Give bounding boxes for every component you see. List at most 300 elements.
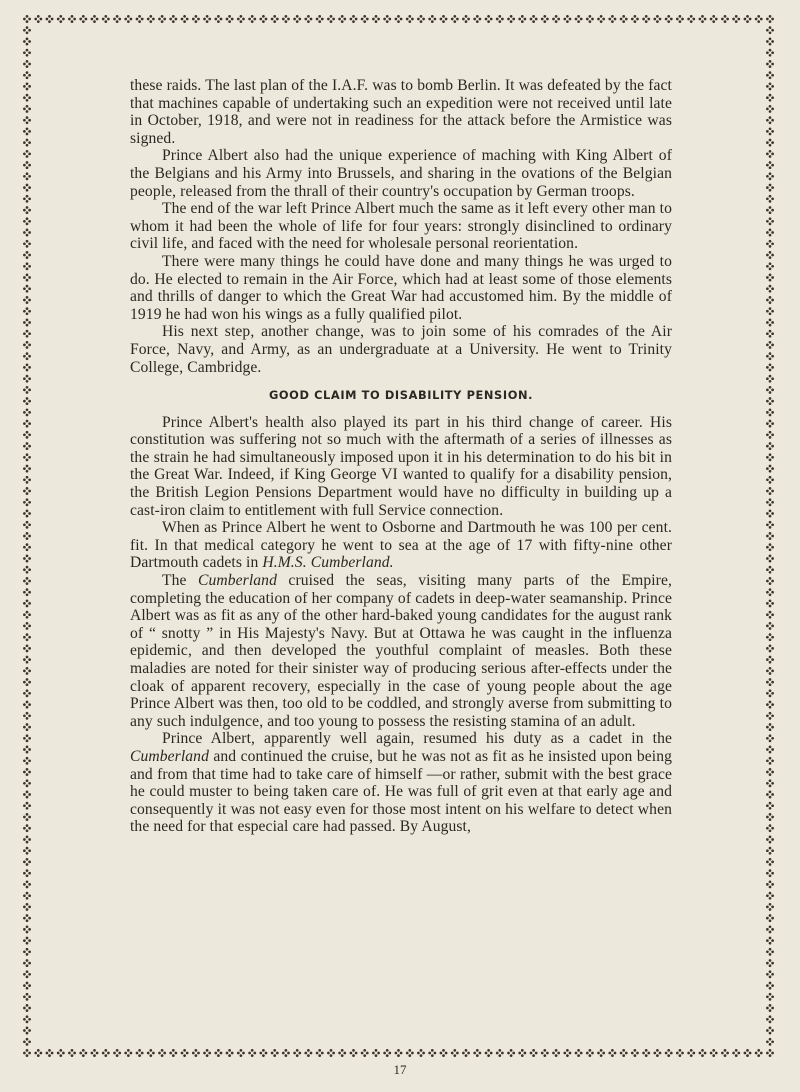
border-ornament-icon — [316, 1049, 324, 1057]
border-ornament-icon — [766, 622, 774, 630]
border-ornament-icon — [597, 15, 605, 23]
border-ornament-icon — [766, 296, 774, 304]
border-ornament-icon — [361, 15, 369, 23]
border-ornament-icon — [620, 1049, 628, 1057]
border-ornament-icon — [642, 15, 650, 23]
border-ornament-icon — [226, 15, 234, 23]
border-ornament-icon — [608, 15, 616, 23]
border-ornament-icon — [530, 15, 538, 23]
border-ornament-icon — [169, 1049, 177, 1057]
border-ornament-icon — [147, 15, 155, 23]
border-ornament-icon — [23, 656, 31, 664]
border-ornament-icon — [23, 15, 31, 23]
border-ornament-icon — [23, 510, 31, 518]
border-ornament-icon — [766, 38, 774, 46]
border-ornament-icon — [259, 15, 267, 23]
border-ornament-icon — [203, 15, 211, 23]
border-ornament-icon — [136, 1049, 144, 1057]
border-ornament-icon — [699, 1049, 707, 1057]
border-ornament-icon — [665, 1049, 673, 1057]
border-ornament-icon — [766, 656, 774, 664]
border-ornament-icon — [102, 1049, 110, 1057]
border-ornament-icon — [428, 1049, 436, 1057]
border-ornament-icon — [304, 1049, 312, 1057]
border-ornament-icon — [169, 15, 177, 23]
border-ornament-icon — [23, 813, 31, 821]
border-ornament-icon — [766, 1049, 774, 1057]
border-ornament-icon — [34, 15, 42, 23]
border-ornament-icon — [23, 420, 31, 428]
border-ornament-icon — [766, 993, 774, 1001]
border-ornament-icon — [766, 847, 774, 855]
border-ornament-icon — [766, 476, 774, 484]
border-ornament-icon — [766, 71, 774, 79]
border-ornament-icon — [271, 15, 279, 23]
border-ornament-icon — [282, 1049, 290, 1057]
border-ornament-icon — [496, 1049, 504, 1057]
border-ornament-icon — [23, 633, 31, 641]
border-ornament-icon — [766, 217, 774, 225]
border-ornament-icon — [23, 184, 31, 192]
border-ornament-icon — [57, 1049, 65, 1057]
ship-name: H.M.S. Cumberland. — [262, 554, 394, 572]
border-ornament-icon — [530, 1049, 538, 1057]
border-ornament-icon — [23, 397, 31, 405]
border-ornament-icon — [766, 521, 774, 529]
border-ornament-icon — [766, 251, 774, 259]
border-ornament-icon — [158, 15, 166, 23]
border-ornament-icon — [485, 1049, 493, 1057]
border-ornament-icon — [327, 1049, 335, 1057]
border-ornament-icon — [293, 15, 301, 23]
border-ornament-icon — [248, 1049, 256, 1057]
border-ornament-icon — [293, 1049, 301, 1057]
paragraph-8 — [130, 572, 672, 730]
border-ornament-icon — [766, 262, 774, 270]
border-ornament-icon — [766, 94, 774, 102]
border-ornament-icon — [23, 49, 31, 57]
border-ornament-icon — [766, 712, 774, 720]
border-ornament-icon — [575, 15, 583, 23]
paragraph-9-text: and continued the cruise, but he was not as fit as he insisted upon being and from that time had to take care of himself —or rather, submit with the best grace he could muster to being taken care of. He was full of grit even at that early age and consequently it was not easy even for those most intent on his welfare to detect when the need for that especial care had passed. By August, — [130, 747, 672, 836]
border-ornament-icon — [766, 689, 774, 697]
border-ornament-icon — [766, 588, 774, 596]
border-ornament-icon — [766, 723, 774, 731]
border-ornament-icon — [23, 779, 31, 787]
border-ornament-icon — [766, 644, 774, 652]
border-ornament-icon — [766, 779, 774, 787]
border-ornament-icon — [496, 15, 504, 23]
border-ornament-icon — [23, 453, 31, 461]
border-ornament-icon — [23, 802, 31, 810]
border-ornament-icon — [23, 667, 31, 675]
border-ornament-icon — [23, 341, 31, 349]
border-ornament-icon — [766, 161, 774, 169]
border-ornament-icon — [136, 15, 144, 23]
border-ornament-icon — [766, 105, 774, 113]
paragraph-3: The end of the war left Prince Albert much the same as it left every other man to whom it had been the whole of life for four years: strongly disinclined to ordinary civil life, and faced with the need for wholesale personal reorientation. — [130, 200, 672, 253]
border-ornament-icon — [248, 15, 256, 23]
border-ornament-icon — [462, 15, 470, 23]
border-ornament-icon — [23, 543, 31, 551]
paragraph-7 — [130, 519, 672, 572]
border-ornament-icon — [766, 431, 774, 439]
border-ornament-icon — [766, 487, 774, 495]
paragraph-9-lead: Prince Albert, apparently well again, resumed his duty as a cadet in the — [162, 730, 672, 748]
border-ornament-icon — [214, 15, 222, 23]
border-ornament-icon — [428, 15, 436, 23]
border-ornament-icon — [102, 15, 110, 23]
border-ornament-icon — [361, 1049, 369, 1057]
border-ornament-icon — [541, 1049, 549, 1057]
border-ornament-icon — [23, 319, 31, 327]
border-ornament-icon — [485, 15, 493, 23]
border-ornament-icon — [23, 892, 31, 900]
border-ornament-icon — [23, 60, 31, 68]
border-ornament-icon — [23, 195, 31, 203]
border-ornament-icon — [23, 712, 31, 720]
border-ornament-icon — [23, 465, 31, 473]
border-ornament-icon — [766, 82, 774, 90]
border-ornament-icon — [755, 15, 763, 23]
border-ornament-icon — [766, 363, 774, 371]
border-ornament-icon — [23, 1015, 31, 1023]
border-ornament-icon — [766, 375, 774, 383]
border-ornament-icon — [181, 15, 189, 23]
border-ornament-icon — [440, 1049, 448, 1057]
border-ornament-icon — [744, 1049, 752, 1057]
border-ornament-icon — [23, 1004, 31, 1012]
border-ornament-icon — [350, 1049, 358, 1057]
border-ornament-icon — [23, 206, 31, 214]
border-ornament-icon — [192, 1049, 200, 1057]
border-ornament-icon — [91, 15, 99, 23]
border-ornament-icon — [766, 813, 774, 821]
ship-name: Cumberland — [198, 572, 277, 590]
paragraph-7-text: When as Prince Albert he went to Osborne and Dartmouth he was 100 per cent. fit. In that medical category he went to sea at the age of 17 with fifty-nine other Dartmouth cadets in — [130, 519, 672, 572]
border-ornament-icon — [766, 307, 774, 315]
border-ornament-icon — [766, 49, 774, 57]
border-ornament-icon — [699, 15, 707, 23]
border-ornament-icon — [563, 15, 571, 23]
border-ornament-icon — [383, 1049, 391, 1057]
border-ornament-icon — [766, 701, 774, 709]
border-ornament-icon — [23, 757, 31, 765]
border-ornament-icon — [766, 824, 774, 832]
border-ornament-icon — [226, 1049, 234, 1057]
page-number: 17 — [393, 1062, 407, 1077]
border-ornament-icon — [631, 1049, 639, 1057]
border-ornament-icon — [766, 510, 774, 518]
border-ornament-icon — [23, 532, 31, 540]
border-ornament-icon — [23, 105, 31, 113]
border-ornament-icon — [23, 251, 31, 259]
border-ornament-icon — [34, 1049, 42, 1057]
border-ornament-icon — [181, 1049, 189, 1057]
border-ornament-icon — [766, 453, 774, 461]
border-ornament-icon — [766, 206, 774, 214]
border-ornament-icon — [124, 1049, 132, 1057]
border-ornament-icon — [383, 15, 391, 23]
border-ornament-icon — [57, 15, 65, 23]
border-ornament-icon — [766, 498, 774, 506]
border-ornament-icon — [23, 26, 31, 34]
border-ornament-icon — [46, 15, 54, 23]
border-ornament-icon — [23, 116, 31, 124]
border-ornament-icon — [23, 82, 31, 90]
border-ornament-icon — [440, 15, 448, 23]
border-ornament-icon — [766, 330, 774, 338]
border-ornament-icon — [766, 914, 774, 922]
border-ornament-icon — [766, 139, 774, 147]
border-ornament-icon — [766, 982, 774, 990]
border-ornament-icon — [766, 184, 774, 192]
border-ornament-icon — [665, 15, 673, 23]
border-ornament-icon — [417, 1049, 425, 1057]
border-ornament-icon — [766, 869, 774, 877]
border-ornament-icon — [406, 1049, 414, 1057]
border-ornament-icon — [23, 622, 31, 630]
border-ornament-icon — [23, 307, 31, 315]
border-ornament-icon — [766, 172, 774, 180]
border-ornament-icon — [23, 903, 31, 911]
border-ornament-icon — [766, 577, 774, 585]
border-ornament-icon — [766, 465, 774, 473]
paragraph-5: His next step, another change, was to join some of his comrades of the Air Force, Navy, and Army, as an undergraduate at a University. He went to Trinity College, Cambridge. — [130, 323, 672, 376]
paragraph-9 — [130, 730, 672, 836]
border-ornament-icon — [518, 15, 526, 23]
border-ornament-icon — [766, 633, 774, 641]
border-ornament-icon — [23, 71, 31, 79]
border-ornament-icon — [687, 15, 695, 23]
border-ornament-icon — [23, 982, 31, 990]
border-ornament-icon — [304, 15, 312, 23]
border-ornament-icon — [23, 768, 31, 776]
border-ornament-icon — [23, 1049, 31, 1057]
border-ornament-icon — [23, 880, 31, 888]
border-ornament-icon — [766, 26, 774, 34]
border-ornament-icon — [766, 319, 774, 327]
border-ornament-icon — [766, 116, 774, 124]
border-ornament-icon — [68, 1049, 76, 1057]
border-ornament-icon — [271, 1049, 279, 1057]
border-ornament-icon — [766, 285, 774, 293]
border-ornament-icon — [395, 15, 403, 23]
border-ornament-icon — [23, 993, 31, 1001]
border-ornament-icon — [766, 352, 774, 360]
border-ornament-icon — [563, 1049, 571, 1057]
border-ornament-icon — [766, 274, 774, 282]
paragraph-6: Prince Albert's health also played its part in his third change of career. His constitution was suffering not so much with the aftermath of a series of illnesses as the strain he had simultaneously imposed upon it in his determination to do his bit in the Great War. Indeed, if King George VI wanted to qualify for a disability pension, the British Legion Pensions Department would have no difficulty in building up a cast-iron claim to entitlement with full Service connection. — [130, 413, 672, 519]
border-ornament-icon — [766, 555, 774, 563]
section-heading: GOOD CLAIM TO DISABILITY PENSION. — [268, 388, 534, 403]
border-ornament-icon — [755, 1049, 763, 1057]
border-ornament-icon — [23, 363, 31, 371]
border-ornament-icon — [766, 15, 774, 23]
border-ornament-icon — [23, 824, 31, 832]
border-ornament-icon — [46, 1049, 54, 1057]
border-ornament-icon — [766, 442, 774, 450]
border-ornament-icon — [653, 15, 661, 23]
border-ornament-icon — [23, 869, 31, 877]
border-ornament-icon — [23, 858, 31, 866]
border-ornament-icon — [766, 836, 774, 844]
border-ornament-icon — [23, 94, 31, 102]
paragraph-2: Prince Albert also had the unique experience of maching with King Albert of the Belgians and his Army into Brussels, and sharing in the ovations of the Belgian people, released from the thrall of their country's occupation by German troops. — [130, 147, 672, 200]
border-ornament-icon — [23, 498, 31, 506]
border-ornament-icon — [79, 15, 87, 23]
border-ornament-icon — [766, 678, 774, 686]
border-ornament-icon — [23, 161, 31, 169]
border-ornament-icon — [68, 15, 76, 23]
border-ornament-icon — [113, 1049, 121, 1057]
border-ornament-icon — [23, 746, 31, 754]
border-ornament-icon — [766, 948, 774, 956]
border-ornament-icon — [473, 15, 481, 23]
border-ornament-icon — [91, 1049, 99, 1057]
border-ornament-icon — [710, 15, 718, 23]
border-ornament-icon — [732, 15, 740, 23]
border-ornament-icon — [372, 1049, 380, 1057]
border-ornament-icon — [541, 15, 549, 23]
border-ornament-icon — [23, 555, 31, 563]
border-ornament-icon — [147, 1049, 155, 1057]
border-ornament-icon — [23, 274, 31, 282]
border-ornament-icon — [23, 566, 31, 574]
border-ornament-icon — [23, 127, 31, 135]
border-ornament-icon — [23, 914, 31, 922]
border-ornament-icon — [23, 937, 31, 945]
border-ornament-icon — [608, 1049, 616, 1057]
border-ornament-icon — [766, 420, 774, 428]
border-ornament-icon — [518, 1049, 526, 1057]
border-ornament-icon — [766, 599, 774, 607]
border-ornament-icon — [23, 644, 31, 652]
article-body — [130, 77, 672, 836]
border-ornament-icon — [338, 15, 346, 23]
border-ornament-icon — [732, 1049, 740, 1057]
border-ornament-icon — [575, 1049, 583, 1057]
border-ornament-icon — [766, 543, 774, 551]
border-ornament-icon — [350, 15, 358, 23]
border-ornament-icon — [23, 217, 31, 225]
border-ornament-icon — [259, 1049, 267, 1057]
border-ornament-icon — [473, 1049, 481, 1057]
paragraph-8-lead: The — [162, 572, 198, 590]
border-ornament-icon — [676, 1049, 684, 1057]
border-ornament-icon — [192, 15, 200, 23]
border-ornament-icon — [552, 1049, 560, 1057]
border-ornament-icon — [327, 15, 335, 23]
border-ornament-icon — [214, 1049, 222, 1057]
border-ornament-icon — [23, 487, 31, 495]
border-ornament-icon — [237, 1049, 245, 1057]
border-ornament-icon — [23, 408, 31, 416]
border-ornament-icon — [338, 1049, 346, 1057]
border-ornament-icon — [597, 1049, 605, 1057]
border-ornament-icon — [766, 970, 774, 978]
border-ornament-icon — [395, 1049, 403, 1057]
border-ornament-icon — [23, 723, 31, 731]
border-ornament-icon — [766, 1038, 774, 1046]
border-ornament-icon — [124, 15, 132, 23]
border-ornament-icon — [406, 15, 414, 23]
border-ornament-icon — [23, 948, 31, 956]
border-ornament-icon — [766, 532, 774, 540]
border-ornament-icon — [676, 15, 684, 23]
border-ornament-icon — [744, 15, 752, 23]
border-ornament-icon — [710, 1049, 718, 1057]
border-ornament-icon — [282, 15, 290, 23]
border-ornament-icon — [766, 802, 774, 810]
border-ornament-icon — [766, 1027, 774, 1035]
border-ornament-icon — [586, 1049, 594, 1057]
border-ornament-icon — [462, 1049, 470, 1057]
border-ornament-icon — [23, 172, 31, 180]
border-ornament-icon — [23, 330, 31, 338]
border-ornament-icon — [23, 352, 31, 360]
border-ornament-icon — [766, 791, 774, 799]
border-ornament-icon — [631, 15, 639, 23]
border-ornament-icon — [766, 150, 774, 158]
border-ornament-icon — [23, 38, 31, 46]
border-ornament-icon — [766, 566, 774, 574]
border-ornament-icon — [766, 1004, 774, 1012]
border-ornament-icon — [766, 1015, 774, 1023]
paragraph-4: There were many things he could have done and many things he was urged to do. He elected to remain in the Air Force, which had at least some of those elements and thrills of danger to which the Great War had accustomed him. By the middle of 1919 he had won his wings as a fully qualified pilot. — [130, 252, 672, 323]
ship-name: Cumberland — [130, 747, 209, 765]
border-ornament-icon — [113, 15, 121, 23]
border-ornament-icon — [23, 262, 31, 270]
border-ornament-icon — [766, 768, 774, 776]
border-ornament-icon — [653, 1049, 661, 1057]
border-ornament-icon — [721, 1049, 729, 1057]
border-ornament-icon — [766, 746, 774, 754]
border-ornament-icon — [23, 678, 31, 686]
border-ornament-icon — [23, 375, 31, 383]
border-ornament-icon — [23, 611, 31, 619]
border-ornament-icon — [766, 858, 774, 866]
border-ornament-icon — [23, 959, 31, 967]
paragraph-1: these raids. The last plan of the I.A.F. was to bomb Berlin. It was defeated by the fact that machines capable of undertaking such an expedition were not received until late in October, 1918, and were not in readiness for the attack before the Armistice was signed. — [130, 77, 672, 147]
border-ornament-icon — [23, 476, 31, 484]
border-ornament-icon — [23, 577, 31, 585]
border-ornament-icon — [766, 611, 774, 619]
border-ornament-icon — [766, 408, 774, 416]
border-ornament-icon — [766, 386, 774, 394]
paragraph-8-text: cruised the seas, visiting many parts of the Empire, completing the education of her company of cadets in deep-water seamanship. Prince Albert was as fit as any of the other hard-baked young candidates for the august rank of “ snotty ” in His Majesty's Navy. But at Ottawa he was caught in the influenza epidemic, and then developed the youthful complaint of measles. Both these maladies are noted for their sinister way of producing serious after-effects under the cloak of apparent recovery, especially in the case of young people about the age Prince Albert was then, too old to be coddled, and strongly averse from submitting to any such indulgence, and too young to possess the resisting stamina of an adult. — [130, 572, 672, 730]
border-ornament-icon — [316, 15, 324, 23]
border-ornament-icon — [23, 442, 31, 450]
border-ornament-icon — [766, 127, 774, 135]
border-ornament-icon — [766, 341, 774, 349]
border-ornament-icon — [23, 229, 31, 237]
border-ornament-icon — [586, 15, 594, 23]
border-ornament-icon — [23, 599, 31, 607]
border-ornament-icon — [23, 847, 31, 855]
border-ornament-icon — [766, 959, 774, 967]
border-ornament-icon — [203, 1049, 211, 1057]
border-ornament-icon — [451, 15, 459, 23]
border-ornament-icon — [23, 689, 31, 697]
border-ornament-icon — [766, 240, 774, 248]
border-ornament-icon — [507, 1049, 515, 1057]
border-ornament-icon — [552, 15, 560, 23]
border-ornament-icon — [23, 701, 31, 709]
border-ornament-icon — [158, 1049, 166, 1057]
border-ornament-icon — [372, 15, 380, 23]
border-ornament-icon — [23, 296, 31, 304]
